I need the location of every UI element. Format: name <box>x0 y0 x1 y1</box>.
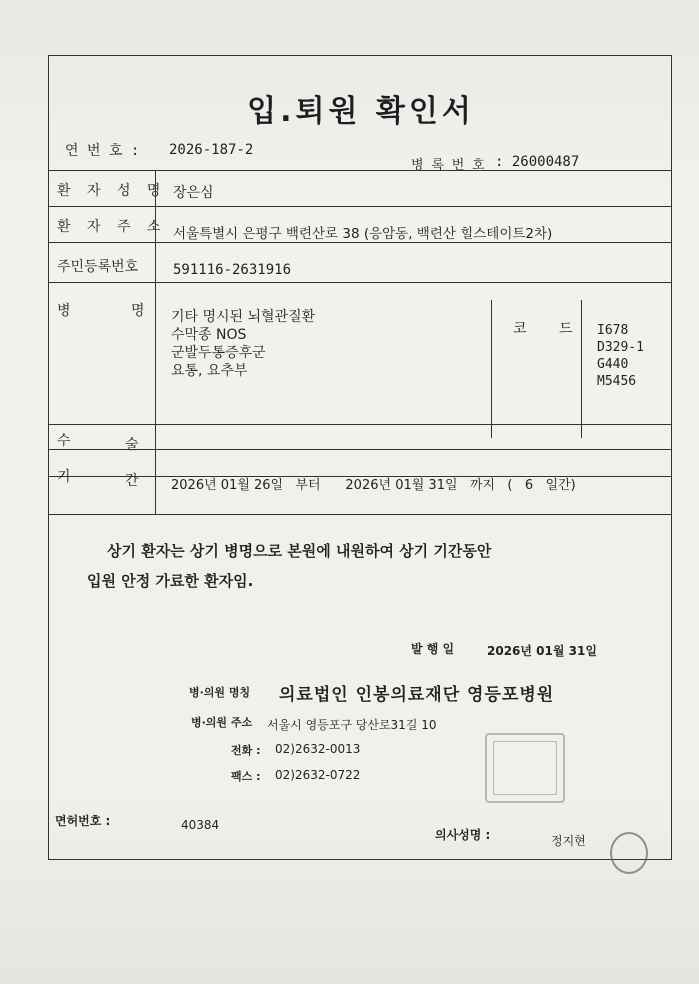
code-label: 코 <box>513 321 527 337</box>
serial-number-value: 2026-187-2 <box>169 142 254 158</box>
doctor-name-label: 의사성명 : <box>435 828 491 842</box>
surgery-label: 수 <box>57 433 77 449</box>
code-label-end: 드 <box>559 321 573 337</box>
hospital-address-label: 병·의원 주소 <box>191 716 253 729</box>
table-line <box>581 300 582 438</box>
fax-value: 02)2632-0722 <box>275 768 361 782</box>
hospital-name: 의료법인 인봉의료재단 영등포병원 <box>279 685 555 705</box>
statement-line-1: 상기 환자는 상기 병명으로 본원에 내원하여 상기 기간동안 <box>107 542 492 560</box>
hospital-name-label: 병·의원 명칭 <box>189 686 251 699</box>
phone-label: 전화 : <box>231 744 261 757</box>
phone-value: 02)2632-0013 <box>275 742 361 756</box>
page-title: 입.퇴원 확인서 <box>247 94 475 129</box>
issue-date-value: 2026년 01월 31일 <box>487 644 597 658</box>
diagnosis-item: 군발두통증후군 <box>171 345 266 361</box>
license-value: 40384 <box>181 818 220 832</box>
record-number-value: : 26000487 <box>495 154 580 170</box>
period-label: 기 <box>57 469 77 485</box>
seal-border <box>493 741 557 795</box>
admission-certificate-form <box>48 55 672 860</box>
table-line <box>49 170 671 171</box>
period-label-end: 간 <box>125 473 145 489</box>
resident-id-label: 주민등록번호 <box>57 259 139 275</box>
diagnosis-code: G440 <box>597 357 629 372</box>
table-line <box>49 514 671 515</box>
patient-name-label: 환 자 성 명 <box>57 183 167 199</box>
issue-date-label: 발 행 일 <box>411 642 455 656</box>
statement-line-2: 입원 안정 가료한 환자임. <box>87 572 254 590</box>
surgery-label-end: 술 <box>125 437 145 453</box>
resident-id-value: 591116-2631916 <box>173 262 292 278</box>
table-line <box>49 282 671 283</box>
admission-period-value: 2026년 01월 26일 부터 2026년 01월 31일 까지 ( 6 일간) <box>171 478 576 493</box>
doctor-seal-stamp <box>610 832 648 874</box>
diagnosis-code: M5456 <box>597 374 637 389</box>
table-line <box>491 300 492 438</box>
hospital-address: 서울시 영등포구 당산로31길 10 <box>267 718 437 732</box>
serial-number-label: 연 번 호 : <box>65 143 140 159</box>
diagnosis-list <box>171 308 315 380</box>
table-line <box>49 242 671 243</box>
diagnosis-label-end: 명 <box>131 303 151 319</box>
diagnosis-code: I678 <box>597 323 629 338</box>
doctor-name: 정지현 <box>551 834 586 848</box>
diagnosis-label: 병 <box>57 303 77 319</box>
patient-address-value: 서울특별시 은평구 백련산로 38 (응암동, 백련산 힐스테이트2차) <box>173 226 553 242</box>
diagnosis-code: D329-1 <box>597 340 644 355</box>
patient-address-label: 환 자 주 소 <box>57 219 167 235</box>
diagnosis-item: 수막종 NOS <box>171 327 247 343</box>
patient-name-value: 장은심 <box>173 185 214 201</box>
diagnosis-item: 기타 명시된 뇌혈관질환 <box>171 309 316 325</box>
license-label: 면허번호 : <box>55 814 111 828</box>
diagnosis-codes <box>597 322 644 390</box>
table-line <box>49 424 671 425</box>
fax-label: 팩스 : <box>231 770 261 783</box>
hospital-seal-stamp <box>485 733 565 803</box>
diagnosis-item: 요통, 요추부 <box>171 363 248 379</box>
record-number-label: 병 록 번 호 <box>411 158 485 173</box>
table-line <box>49 206 671 207</box>
